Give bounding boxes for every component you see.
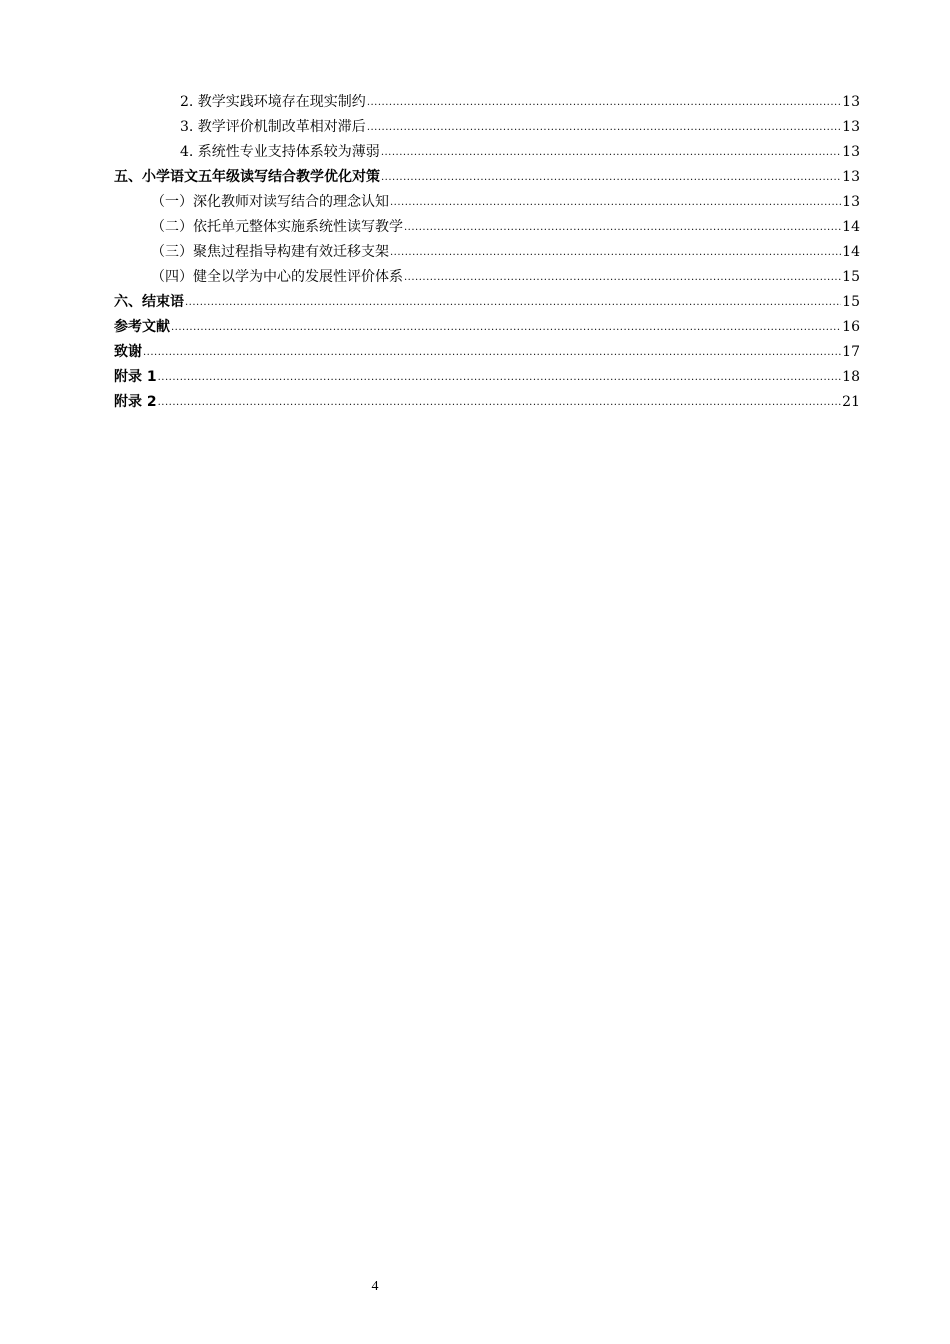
dot-leader xyxy=(381,165,841,190)
dot-leader xyxy=(171,315,841,340)
toc-entry-label: 参考文献 xyxy=(114,319,170,335)
toc-entry-page: 13 xyxy=(842,119,860,135)
dot-leader xyxy=(390,240,841,265)
page-number: 4 xyxy=(371,1279,379,1294)
toc-entry-page: 13 xyxy=(842,94,860,110)
toc-entry[interactable] xyxy=(114,140,860,165)
toc-entry[interactable] xyxy=(114,340,860,365)
toc-entry-page: 13 xyxy=(842,169,860,185)
toc-entry-page: 18 xyxy=(842,369,860,385)
dot-leader xyxy=(381,140,841,165)
toc-entry-label: 4. 系统性专业支持体系较为薄弱 xyxy=(180,144,380,160)
toc-entry-label: 3. 教学评价机制改革相对滞后 xyxy=(180,119,366,135)
dot-leader xyxy=(390,190,841,215)
toc-entry-label: （三）聚焦过程指导构建有效迁移支架 xyxy=(151,244,389,260)
toc-entry-page: 13 xyxy=(842,194,860,210)
toc-entry-page: 15 xyxy=(842,294,860,310)
dot-leader xyxy=(143,340,841,365)
toc-entry[interactable] xyxy=(114,165,860,190)
toc-entry-page: 14 xyxy=(842,219,860,235)
toc-entry-page: 15 xyxy=(842,269,860,285)
toc-entry-label: （二）依托单元整体实施系统性读写教学 xyxy=(151,219,403,235)
toc-entry-label: （四）健全以学为中心的发展性评价体系 xyxy=(151,269,403,285)
toc-entry-page: 17 xyxy=(842,344,860,360)
toc-entry-label: （一）深化教师对读写结合的理念认知 xyxy=(151,194,389,210)
toc-entry-label: 五、小学语文五年级读写结合教学优化对策 xyxy=(114,169,380,185)
toc-entry[interactable] xyxy=(114,390,860,415)
table-of-contents xyxy=(114,90,860,415)
dot-leader xyxy=(158,390,842,415)
toc-entry[interactable] xyxy=(114,240,860,265)
toc-entry[interactable] xyxy=(114,90,860,115)
toc-entry-page: 21 xyxy=(842,394,860,410)
toc-entry[interactable] xyxy=(114,315,860,340)
toc-entry[interactable] xyxy=(114,265,860,290)
toc-entry-label: 致谢 xyxy=(114,344,142,360)
dot-leader xyxy=(367,90,841,115)
toc-entry-page: 16 xyxy=(842,319,860,335)
toc-entry-page: 13 xyxy=(842,144,860,160)
toc-entry-label: 2. 教学实践环境存在现实制约 xyxy=(180,94,366,110)
toc-entry-label: 六、结束语 xyxy=(114,294,184,310)
toc-entry[interactable] xyxy=(114,365,860,390)
dot-leader xyxy=(404,265,841,290)
dot-leader xyxy=(185,290,841,315)
toc-entry-label: 附录 1 xyxy=(114,369,157,385)
dot-leader xyxy=(367,115,841,140)
dot-leader xyxy=(158,365,842,390)
toc-entry[interactable] xyxy=(114,115,860,140)
toc-entry[interactable] xyxy=(114,290,860,315)
toc-entry-page: 14 xyxy=(842,244,860,260)
toc-entry-label: 附录 2 xyxy=(114,394,157,410)
toc-entry[interactable] xyxy=(114,190,860,215)
dot-leader xyxy=(404,215,841,240)
toc-entry[interactable] xyxy=(114,215,860,240)
